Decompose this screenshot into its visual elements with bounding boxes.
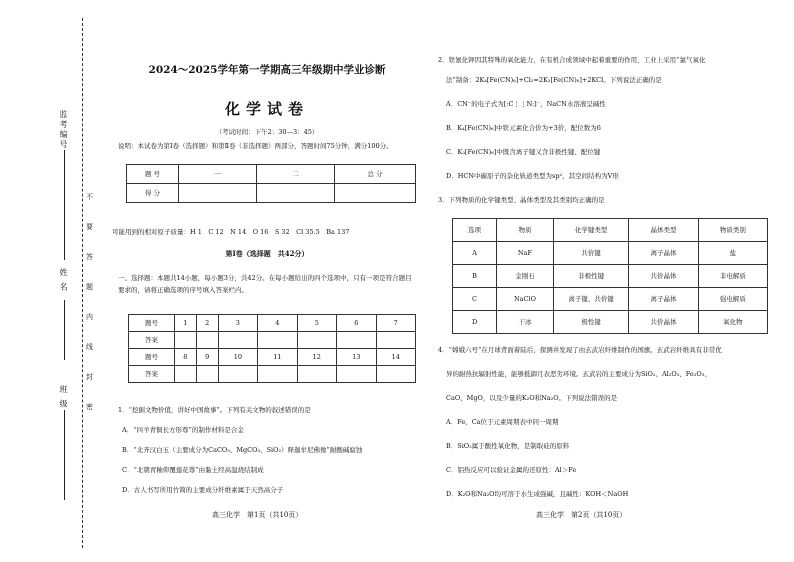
question-4-stem-line1: 4．“嫦娥六号”在月球背面着陆后，探测并发现了由玄武岩纤维制作的国旗。玄武岩纤维具有非常优 bbox=[438, 346, 722, 354]
q3-header-cell: 化学键类型 bbox=[553, 219, 629, 242]
page-2-footer: 高三化学 第2页（共10页） bbox=[536, 511, 627, 519]
name-label: 姓 名 bbox=[59, 268, 68, 293]
answer-num: 12 bbox=[297, 349, 336, 366]
exam-time: （考试时间：下午2：30—3：45） bbox=[215, 128, 319, 136]
section-title: 第Ⅰ卷（选择题 共42分） bbox=[225, 249, 309, 258]
answer-head: 题号 bbox=[129, 349, 175, 366]
answer-head: 答案 bbox=[129, 332, 175, 349]
page-1-footer: 高三化学 第1页（共10页） bbox=[212, 511, 303, 519]
answer-num: 8 bbox=[174, 349, 196, 366]
exam-number-underline bbox=[64, 150, 65, 260]
answer-num: 14 bbox=[376, 349, 416, 366]
q3-header-cell: 晶体类型 bbox=[629, 219, 698, 242]
exam-note: 说明：本试卷为第Ⅰ卷（选择题）和第Ⅱ卷（非选择题）两部分，答题时间75分钟，满分100分。 bbox=[118, 142, 393, 150]
class-underline bbox=[64, 410, 65, 500]
answer-num: 5 bbox=[297, 315, 336, 332]
question-2-option-b: B．K₄[Fe(CN)₆]中铁元素化合价为+3价，配位数为6 bbox=[446, 124, 601, 132]
score-header-cell: 总 分 bbox=[335, 165, 416, 184]
answer-cell[interactable] bbox=[258, 332, 297, 349]
q3-cell: 离子晶体 bbox=[629, 288, 698, 311]
answer-num: 7 bbox=[376, 315, 416, 332]
class-label: 班 级 bbox=[59, 385, 68, 410]
answer-num: 11 bbox=[258, 349, 297, 366]
question-2-option-a: A．CN⁻的电子式为[:C⋮⋮N:]⁻，NaCN水溶液呈碱性 bbox=[446, 100, 606, 108]
answer-cell[interactable] bbox=[376, 332, 416, 349]
name-underline bbox=[64, 300, 65, 360]
q3-cell: NaClO bbox=[497, 288, 554, 311]
q3-cell: C bbox=[453, 288, 497, 311]
q3-cell: 干冰 bbox=[497, 311, 554, 334]
exam-number-label: 监考编号 bbox=[59, 110, 68, 150]
question-4-option-c: C．铝热反应可以验证金属的还原性：Al＞Fe bbox=[446, 466, 577, 474]
score-blank-cell[interactable] bbox=[179, 184, 257, 203]
q3-cell: 极性键 bbox=[553, 311, 629, 334]
q3-header-cell: 选项 bbox=[453, 219, 497, 242]
q3-cell: 非极性键 bbox=[553, 265, 629, 288]
answer-cell[interactable] bbox=[297, 366, 336, 383]
q3-header-cell: 物质 bbox=[497, 219, 554, 242]
answer-table bbox=[128, 314, 416, 383]
binding-margin bbox=[0, 0, 110, 562]
answer-cell[interactable] bbox=[337, 332, 376, 349]
exam-title: 2024～2025学年第一学期高三年级期中学业诊断 bbox=[148, 64, 386, 76]
answer-cell[interactable] bbox=[196, 366, 218, 383]
subject-title: 化学试卷 bbox=[224, 100, 309, 118]
score-header-cell: 一 bbox=[179, 165, 257, 184]
q3-cell: 盐 bbox=[698, 242, 767, 265]
answer-cell[interactable] bbox=[218, 332, 257, 349]
q3-cell: NaF bbox=[497, 242, 554, 265]
q3-cell: 共价晶体 bbox=[629, 265, 698, 288]
q3-header-cell: 物质类别 bbox=[698, 219, 767, 242]
section-instruction: 一、选择题：本题共14小题，每小题3分，共42分。在每小题给出的四个选项中，只有一项是符合题目要求的，请将正确选项的序号填入答案栏内。 bbox=[118, 274, 412, 295]
answer-head: 题号 bbox=[129, 315, 175, 332]
q3-cell: 非电解质 bbox=[698, 265, 767, 288]
answer-num: 2 bbox=[196, 315, 218, 332]
question-4-stem-line2: 异的耐热抗辐射性能，能够抵御月表恶劣环境。玄武岩的主要成分为SiO₂、Al₂O₃、Fe₂O₃、 bbox=[446, 370, 711, 378]
q3-cell: 离子晶体 bbox=[629, 242, 698, 265]
question-4-option-b: B．SiO₂属于酸性氧化物，是制取硅的原料 bbox=[446, 442, 570, 450]
question-1-option-d: D．古人书写所用竹简的主要成分纤维素属于天然高分子 bbox=[122, 486, 284, 494]
q3-cell: A bbox=[453, 242, 497, 265]
answer-cell[interactable] bbox=[174, 366, 196, 383]
answer-cell[interactable] bbox=[174, 332, 196, 349]
seal-line bbox=[82, 18, 83, 548]
question-2-option-c: C．K₃[Fe(CN)₆]中既含离子键又含非极性键、配位键 bbox=[446, 148, 601, 156]
answer-num: 6 bbox=[337, 315, 376, 332]
q3-cell: 氧化物 bbox=[698, 311, 767, 334]
q3-cell: D bbox=[453, 311, 497, 334]
answer-head: 答案 bbox=[129, 366, 175, 383]
answer-num: 10 bbox=[218, 349, 257, 366]
answer-num: 13 bbox=[337, 349, 376, 366]
question-1-option-a: A．“四羊青铜长方形尊”的制作材料是合金 bbox=[122, 426, 244, 434]
question-1-stem: 1．“挖掘文物价值，讲好中国故事”。下列有关文物的叙述错误的是 bbox=[118, 406, 311, 414]
answer-num: 1 bbox=[174, 315, 196, 332]
question-2-stem-line1: 2．铁氰化钾因其特殊的氧化能力，在有机合成领域中起着重要的作用，工业上采用“氯气氧化 bbox=[438, 56, 706, 64]
q3-cell: B bbox=[453, 265, 497, 288]
score-blank-cell[interactable] bbox=[335, 184, 416, 203]
seal-char: 答 bbox=[86, 253, 93, 261]
answer-cell[interactable] bbox=[297, 332, 336, 349]
answer-num: 9 bbox=[196, 349, 218, 366]
score-table bbox=[126, 164, 416, 203]
question-4-stem-line3: CaO、MgO，以及少量的K₂O和Na₂O。下列说法错误的是 bbox=[446, 394, 618, 402]
seal-char: 线 bbox=[86, 343, 93, 351]
answer-cell[interactable] bbox=[337, 366, 376, 383]
q3-cell: 强电解质 bbox=[698, 288, 767, 311]
seal-char: 密 bbox=[86, 403, 93, 411]
question-3-table bbox=[452, 218, 768, 334]
answer-num: 4 bbox=[258, 315, 297, 332]
question-2-option-d: D．HCN中碳原子的杂化轨道类型为sp²，其空间结构为V形 bbox=[446, 172, 619, 180]
question-1-option-c: C．“北朝青釉仰覆莲花尊”由黏土经高温烧结制成 bbox=[122, 466, 264, 474]
score-header-cell: 题 号 bbox=[127, 165, 179, 184]
score-blank-cell[interactable] bbox=[257, 184, 335, 203]
question-2-stem-line2: 法”制备：2K₄[Fe(CN)₆]+Cl₂=2K₃[Fe(CN)₆]+2KCl。下列说法正确的是 bbox=[446, 76, 662, 84]
question-4-option-a: A．Fe、Ca位于元素周期表中同一周期 bbox=[446, 418, 559, 426]
q3-cell: 离子键、共价键 bbox=[553, 288, 629, 311]
seal-char: 封 bbox=[86, 373, 93, 381]
score-header-cell: 二 bbox=[257, 165, 335, 184]
answer-cell[interactable] bbox=[258, 366, 297, 383]
answer-cell[interactable] bbox=[218, 366, 257, 383]
question-3-stem: 3．下列物质的化学键类型、晶体类型及其类别均正确的是 bbox=[438, 196, 605, 204]
score-label-cell: 得 分 bbox=[127, 184, 179, 203]
q3-cell: 共价晶体 bbox=[629, 311, 698, 334]
question-1-option-b: B．“北齐汉白玉（主要成分为CaCO₃、MgCO₃、SiO₂）释迦牟尼佛像”耐酸碱腐蚀 bbox=[122, 446, 363, 454]
q3-cell: 共价键 bbox=[553, 242, 629, 265]
seal-char: 不 bbox=[86, 193, 93, 201]
seal-char: 内 bbox=[86, 313, 93, 321]
q3-cell: 金刚石 bbox=[497, 265, 554, 288]
answer-cell[interactable] bbox=[196, 332, 218, 349]
atomic-masses: 可能用到的相对原子质量：H 1 C 12 N 14 O 16 S 32 Cl 35.5 Ba 137 bbox=[112, 228, 350, 236]
answer-num: 3 bbox=[218, 315, 257, 332]
answer-cell[interactable] bbox=[376, 366, 416, 383]
question-4-option-d: D．K₂O和Na₂O均可溶于水生成强碱，且碱性：KOH＜NaOH bbox=[446, 490, 629, 498]
seal-char: 要 bbox=[86, 223, 93, 231]
seal-char: 题 bbox=[86, 283, 93, 291]
